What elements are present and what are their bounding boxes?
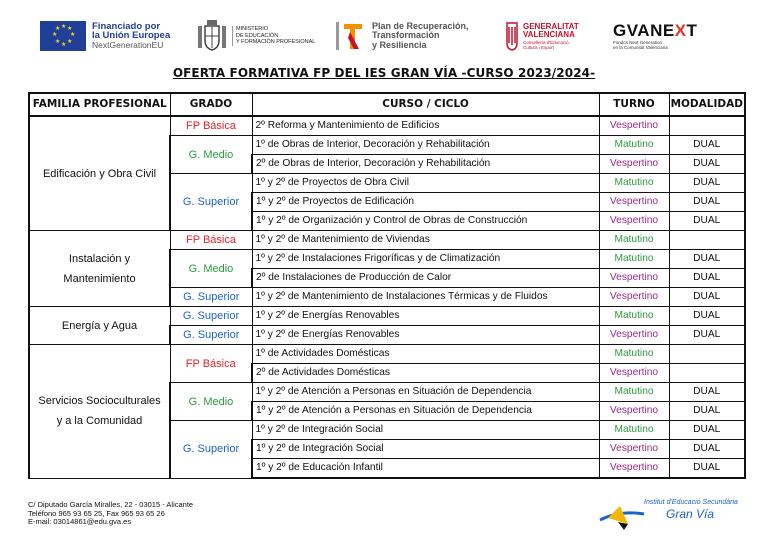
grado-fp-basica: FP Básica (170, 116, 252, 136)
turno-cell: Vespertino (599, 440, 669, 459)
modalidad-cell: DUAL (669, 307, 745, 326)
curso-cell: 1º y 2º de Instalaciones Frigoríficas y de Climatización (252, 250, 599, 269)
logo-strip (0, 14, 768, 64)
grado-g-superior: G. Superior (170, 326, 252, 345)
turno-cell: Matutino (599, 136, 669, 155)
familia-instalacion-line1: Instalación y (68, 252, 131, 265)
header-grado: GRADO (170, 93, 252, 116)
familia-servicios-line2: y a la Comunidad (56, 415, 143, 428)
curso-cell: 1º y 2º de Energías Renovables (252, 307, 599, 326)
turno-cell: Vespertino (599, 459, 669, 479)
curso-cell: 1º y 2º de Mantenimiento de Viviendas (252, 231, 599, 250)
turno-cell: Vespertino (599, 269, 669, 288)
curso-cell: 1º y 2º de Energías Renovables (252, 326, 599, 345)
plan-line3: y Resiliencia (372, 39, 427, 50)
turno-cell: Matutino (599, 250, 669, 269)
eu-logo (40, 14, 170, 58)
generalitat-mark-icon (505, 21, 519, 51)
familia-instalacion-line2: Mantenimiento (63, 272, 136, 285)
curso-cell: 2º de Instalaciones de Producción de Calor (252, 269, 599, 288)
header-modalidad: MODALIDAD (669, 93, 745, 116)
familia-servicios-line1: Servicios Socioculturales (38, 395, 161, 408)
footer-email[interactable]: E-mail: 03014861@edu.gva.es (28, 517, 132, 526)
table-row (29, 307, 745, 326)
table-row (29, 231, 745, 250)
modalidad-cell (669, 231, 745, 250)
turno-cell: Vespertino (599, 288, 669, 307)
generalitat-line4: Cultura i Esport (523, 44, 555, 50)
modalidad-cell: DUAL (669, 212, 745, 231)
generalitat-logo (505, 14, 579, 58)
eu-text-line1: Financiado por (92, 20, 161, 32)
turno-cell: Vespertino (599, 116, 669, 136)
plan-line2: Transformación (372, 30, 440, 41)
turno-cell: Vespertino (599, 364, 669, 383)
curso-cell: 1º de Obras de Interior, Decoración y Rehabilitación (252, 136, 599, 155)
ministerio-logo (196, 14, 315, 58)
modalidad-cell: DUAL (669, 193, 745, 212)
gvanext-sub2: en la Comunitat Valenciana (613, 45, 668, 50)
gvanext-logo (613, 14, 697, 58)
curso-cell: 1º y 2º de Proyectos de Edificación (252, 193, 599, 212)
grado-g-superior: G. Superior (170, 174, 252, 231)
turno-cell: Matutino (599, 383, 669, 402)
modalidad-cell: DUAL (669, 269, 745, 288)
gvanext-wordmark: GVANEXT (613, 21, 698, 40)
eu-text-line3: NextGenerationEU (92, 39, 164, 50)
curso-cell: 1º y 2º de Educación Infantil (252, 459, 599, 479)
generalitat-line1: GENERALITAT (523, 21, 579, 31)
familia-servicios (29, 345, 170, 479)
curso-cell: 1º y 2º de Atención a Personas en Situación de Dependencia (252, 402, 599, 421)
modalidad-cell (669, 345, 745, 364)
curso-cell: 2º Reforma y Mantenimiento de Edificios (252, 116, 599, 136)
school-mark-icon (598, 498, 646, 532)
curso-cell: 1º y 2º de Integración Social (252, 440, 599, 459)
curso-cell: 2º de Actividades Domésticas (252, 364, 599, 383)
modalidad-cell: DUAL (669, 402, 745, 421)
grado-g-superior: G. Superior (170, 307, 252, 326)
modalidad-cell: DUAL (669, 288, 745, 307)
modalidad-cell: DUAL (669, 174, 745, 193)
generalitat-line3: Conselleria d'Educació, (523, 39, 570, 45)
grado-fp-basica: FP Básica (170, 345, 252, 383)
modalidad-cell: DUAL (669, 421, 745, 440)
modalidad-cell: DUAL (669, 440, 745, 459)
school-name-line1: Institut d'Educació Secundària (644, 499, 738, 506)
curso-cell: 1º y 2º de Atención a Personas en Situación de Dependencia (252, 383, 599, 402)
table-row (29, 345, 745, 364)
eu-flag-icon: ★ ★ ★ ★ ★ ★ ★ ★ (40, 21, 86, 51)
footer-contact (28, 501, 193, 527)
spain-crest-icon (196, 18, 228, 54)
modalidad-cell: DUAL (669, 326, 745, 345)
modalidad-cell: DUAL (669, 155, 745, 174)
modalidad-cell: DUAL (669, 383, 745, 402)
school-logo (598, 498, 748, 532)
turno-cell: Vespertino (599, 155, 669, 174)
turno-cell: Vespertino (599, 402, 669, 421)
generalitat-line2: VALENCIANA (523, 30, 575, 39)
grado-g-superior: G. Superior (170, 421, 252, 479)
page-title: OFERTA FORMATIVA FP DEL IES GRAN VÍA -CURSO 2023/2024- (172, 66, 596, 80)
modalidad-cell: DUAL (669, 136, 745, 155)
header-curso: CURSO / CICLO (252, 93, 599, 116)
turno-cell: Matutino (599, 421, 669, 440)
grado-g-medio: G. Medio (170, 250, 252, 288)
curso-cell: 1º de Actividades Domésticas (252, 345, 599, 364)
school-name-line2: Gran Vía (666, 507, 715, 521)
modalidad-cell (669, 364, 745, 383)
curso-cell: 2º de Obras de Interior, Decoración y Rehabilitación (252, 155, 599, 174)
plan-recuperacion-mark-icon (336, 20, 366, 52)
curso-cell: 1º y 2º de Integración Social (252, 421, 599, 440)
curso-cell: 1º y 2º de Organización y Control de Obras de Construcción (252, 212, 599, 231)
plan-line1: Plan de Recuperación, (372, 20, 469, 31)
turno-cell: Vespertino (599, 326, 669, 345)
ministerio-line3: Y FORMACIÓN PROFESIONAL (236, 39, 316, 46)
familia-instalacion (29, 231, 170, 307)
familia-energia: Energía y Agua (29, 307, 170, 345)
turno-cell: Vespertino (599, 193, 669, 212)
ministerio-line1: MINISTERIO (236, 26, 269, 33)
modalidad-cell: DUAL (669, 459, 745, 479)
grado-fp-basica: FP Básica (170, 231, 252, 250)
turno-cell: Matutino (599, 345, 669, 364)
familia-edificacion: Edificación y Obra Civil (29, 116, 170, 231)
table-header-row (29, 93, 745, 116)
plan-recuperacion-logo (336, 14, 469, 58)
gvanext-sub1: Fondos Next Generation (613, 40, 663, 45)
turno-cell: Matutino (599, 174, 669, 193)
footer-phone: Teléfono 965 93 65 25, Fax 965 93 65 26 (28, 508, 165, 518)
grado-g-medio: G. Medio (170, 136, 252, 174)
curso-cell: 1º y 2º de Mantenimiento de Instalaciones Térmicas y de Fluidos (252, 288, 599, 307)
turno-cell: Matutino (599, 307, 669, 326)
header-turno: TURNO (599, 93, 669, 116)
modalidad-cell (669, 116, 745, 136)
header-familia: FAMILIA PROFESIONAL (29, 93, 170, 116)
footer-address: C/ Diputado García Miralles, 22 - 03015 - Alicante (28, 500, 194, 509)
curso-cell: 1º y 2º de Proyectos de Obra Civil (252, 174, 599, 193)
eu-text-line2: la Unión Europea (92, 30, 171, 42)
table-row (29, 116, 745, 136)
oferta-table (28, 92, 746, 479)
grado-g-superior: G. Superior (170, 288, 252, 307)
grado-g-medio: G. Medio (170, 383, 252, 421)
turno-cell: Vespertino (599, 212, 669, 231)
turno-cell: Matutino (599, 231, 669, 250)
modalidad-cell: DUAL (669, 250, 745, 269)
ministerio-line2: DE EDUCACIÓN (236, 32, 279, 39)
